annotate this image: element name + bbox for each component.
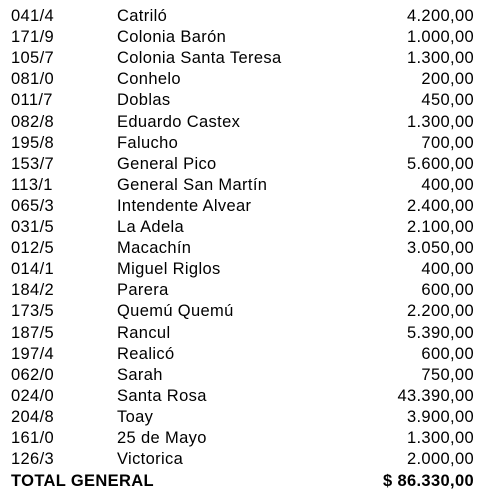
table-row — [0, 48, 491, 69]
row-code: 024/0 — [11, 386, 55, 405]
table-row — [0, 386, 491, 407]
total-amount: $ 86.330,00 — [382, 472, 474, 491]
row-code: 105/7 — [11, 49, 55, 68]
row-amount: 400,00 — [421, 175, 474, 194]
row-locality: Intendente Alvear — [117, 196, 252, 215]
row-amount: 5.600,00 — [406, 154, 474, 173]
table-row — [0, 69, 491, 90]
row-amount: 200,00 — [421, 70, 474, 89]
table-row — [0, 196, 491, 217]
row-code: 171/9 — [11, 28, 55, 47]
table-row — [0, 365, 491, 386]
row-code: 204/8 — [11, 407, 55, 426]
row-locality: Colonia Santa Teresa — [117, 49, 282, 68]
table-row — [0, 280, 491, 301]
row-locality: Victorica — [117, 450, 184, 469]
row-code: 012/5 — [11, 239, 55, 258]
table-row — [0, 449, 491, 470]
row-amount: 3.050,00 — [406, 239, 474, 258]
row-amount: 2.100,00 — [406, 218, 474, 236]
row-code: 065/3 — [11, 196, 55, 215]
row-code: 014/1 — [11, 260, 55, 279]
row-locality: General San Martín — [117, 175, 268, 194]
row-amount: 1.300,00 — [406, 429, 474, 447]
row-locality: Colonia Barón — [117, 28, 227, 47]
table-row — [0, 259, 491, 280]
row-locality: Conhelo — [117, 70, 181, 89]
row-locality: Parera — [117, 281, 169, 300]
table-row — [0, 27, 491, 48]
row-code: 031/5 — [11, 218, 55, 236]
row-amount: 400,00 — [421, 260, 474, 279]
row-amount: 43.390,00 — [397, 386, 474, 405]
row-code: 197/4 — [11, 344, 55, 363]
row-code: 082/8 — [11, 112, 55, 131]
row-locality: Catriló — [117, 7, 168, 25]
row-locality: Quemú Quemú — [117, 302, 234, 321]
table-row — [0, 133, 491, 154]
row-code: 113/1 — [11, 175, 53, 194]
table-row — [0, 175, 491, 196]
row-code: 081/0 — [11, 70, 55, 89]
row-amount: 1.000,00 — [406, 28, 474, 47]
row-amount: 1.300,00 — [406, 49, 474, 68]
table-row — [0, 154, 491, 175]
total-row — [0, 471, 491, 492]
row-code: 187/5 — [11, 323, 55, 342]
total-label: TOTAL GENERAL — [11, 472, 154, 491]
row-locality: 25 de Mayo — [117, 429, 207, 447]
row-locality: Realicó — [117, 344, 175, 363]
row-code: 161/0 — [11, 429, 55, 447]
table-row — [0, 6, 491, 27]
row-locality: Eduardo Castex — [117, 112, 241, 131]
table-row — [0, 217, 491, 238]
row-amount: 2.200,00 — [406, 302, 474, 321]
row-code: 126/3 — [11, 450, 55, 469]
row-amount: 3.900,00 — [406, 407, 474, 426]
row-locality: Macachín — [117, 239, 192, 258]
row-locality: Miguel Riglos — [117, 260, 221, 279]
row-amount: 700,00 — [421, 133, 474, 152]
row-amount: 5.390,00 — [406, 323, 474, 342]
row-amount: 600,00 — [421, 281, 474, 300]
row-amount: 600,00 — [421, 344, 474, 363]
row-code: 173/5 — [11, 302, 55, 321]
row-amount: 2.000,00 — [406, 450, 474, 469]
table-row — [0, 238, 491, 259]
row-locality: Falucho — [117, 133, 179, 152]
table-row — [0, 90, 491, 111]
row-code: 011/7 — [11, 91, 53, 110]
row-amount: 450,00 — [421, 91, 474, 110]
table-row — [0, 112, 491, 133]
table-row — [0, 428, 491, 449]
table-row — [0, 301, 491, 322]
row-code: 153/7 — [11, 154, 55, 173]
row-code: 195/8 — [11, 133, 55, 152]
row-code: 041/4 — [11, 7, 55, 25]
row-amount: 1.300,00 — [406, 112, 474, 131]
table-row — [0, 323, 491, 344]
row-locality: Sarah — [117, 365, 163, 384]
row-amount: 4.200,00 — [406, 7, 474, 25]
table-row — [0, 344, 491, 365]
row-locality: General Pico — [117, 154, 217, 173]
row-locality: Doblas — [117, 91, 171, 110]
row-locality: Santa Rosa — [117, 386, 207, 405]
row-locality: Toay — [117, 407, 154, 426]
row-amount: 750,00 — [421, 365, 474, 384]
row-code: 184/2 — [11, 281, 55, 300]
row-amount: 2.400,00 — [406, 196, 474, 215]
row-locality: Rancul — [117, 323, 171, 342]
table-row — [0, 407, 491, 428]
row-code: 062/0 — [11, 365, 55, 384]
row-locality: La Adela — [117, 218, 185, 236]
